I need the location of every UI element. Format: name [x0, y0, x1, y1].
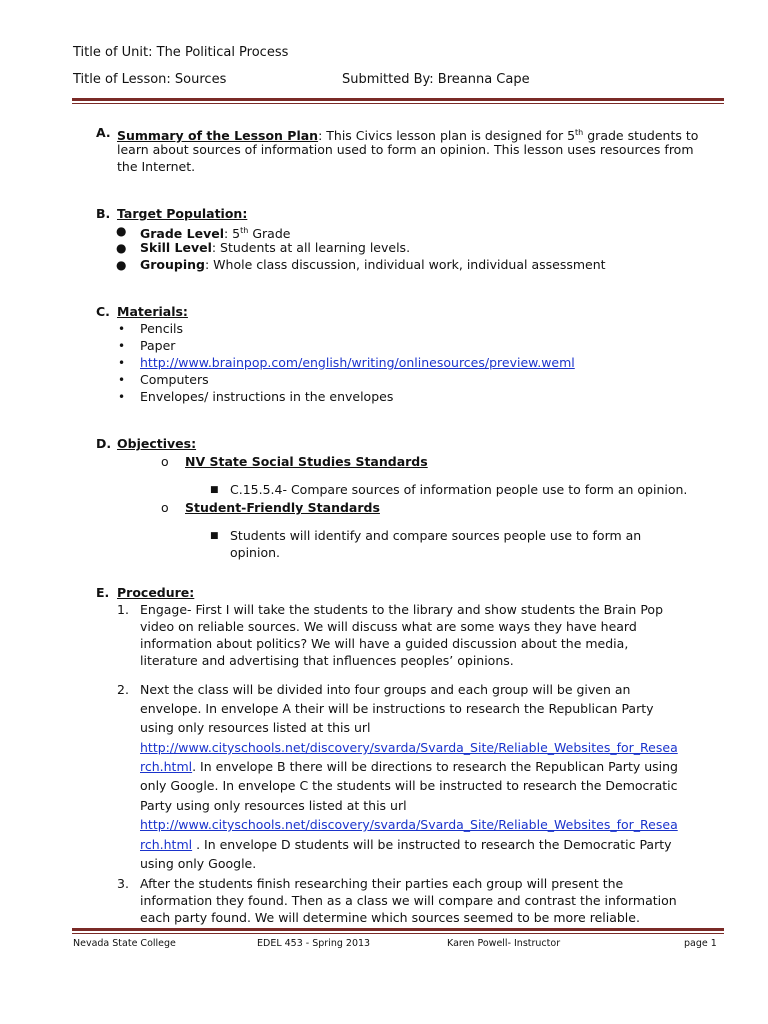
grouping-label: Grouping [140, 257, 205, 272]
cityschools-link-1-part1[interactable]: http://www.cityschools.net/discovery/svarda/Svarda_Site/Reliable_Websites_for_Resea [140, 740, 678, 755]
cityschools-link-2-part2[interactable]: rch.html [140, 837, 193, 852]
step-2-line: using only resources listed at this url [140, 720, 371, 735]
step-1-number: 1. [117, 602, 129, 617]
section-e-heading: Procedure: [117, 585, 195, 600]
step-2-line: envelope. In envelope A their will be instructions to research the Republican Party [140, 701, 654, 716]
section-a-text2: grade students to [583, 128, 699, 144]
footer-course: EDEL 453 - Spring 2013 [257, 938, 371, 949]
step-3-line: After the students finish researching their parties each group will present the [140, 876, 624, 891]
step-3-line: each party found. We will determine which sources seemed to be more reliable. [140, 910, 640, 925]
circle-bullet-icon: o [161, 500, 169, 515]
list-item [116, 239, 411, 257]
cityschools-link-2-part1[interactable]: http://www.cityschools.net/discovery/svarda/Svarda_Site/Reliable_Websites_for_Resea [140, 817, 678, 832]
material-pencils: Pencils [140, 321, 184, 336]
list-item [116, 256, 606, 274]
section-d-heading: Objectives: [117, 436, 197, 451]
section-a-sup: th [575, 128, 584, 137]
section-a-line3: the Internet. [117, 159, 196, 174]
step-2-envelope-b: . In envelope B there will be directions to research the Republican Party using [192, 759, 678, 774]
bullet-icon: • [118, 390, 126, 404]
submitted-by: Submitted By: Breanna Cape [342, 72, 530, 87]
section-b-letter: B. [96, 206, 111, 221]
student-friendly-heading: Student-Friendly Standards [185, 500, 380, 515]
footer-rule-thick [72, 928, 724, 931]
grouping-text: : Whole class discussion, individual work, individual assessment [205, 257, 606, 272]
step-2-line [140, 836, 672, 853]
step-3-number: 3. [117, 876, 129, 891]
step-2-line: Next the class will be divided into four groups and each group will be given an [140, 682, 631, 697]
circle-bullet-icon: o [161, 454, 169, 469]
list-item [118, 354, 575, 372]
bullet-icon: • [118, 373, 126, 387]
bullet-icon: ● [116, 224, 127, 238]
skill-level-text: : Students at all learning levels. [211, 240, 411, 255]
nv-standard-item: C.15.5.4- Compare sources of information people use to form an opinion. [230, 482, 688, 497]
list-item [118, 371, 209, 389]
brainpop-link[interactable]: http://www.brainpop.com/english/writing/onlinesources/preview.weml [140, 355, 575, 370]
section-a-letter: A. [96, 125, 111, 140]
bullet-icon: ● [116, 258, 127, 272]
step-2-line: only Google. In envelope C the students will be instructed to research the Democratic [140, 778, 678, 793]
grade-level-text2: Grade [248, 226, 291, 242]
list-item [118, 388, 394, 406]
header-rule-thin [72, 103, 724, 104]
section-a-line2: learn about sources of information used to form an opinion. This lesson uses resources from [117, 142, 694, 157]
grade-level-label: Grade Level [140, 226, 224, 242]
material-paper: Paper [140, 338, 176, 353]
step-1-line: information about politics? We will have a guided discussion about the media, [140, 636, 629, 651]
footer-page-number: page 1 [684, 938, 717, 949]
section-a-text1: : This Civics lesson plan is designed for 5 [318, 128, 576, 144]
square-bullet-icon: ■ [210, 531, 219, 541]
section-a-heading: Summary of the Lesson Plan [117, 128, 319, 144]
section-b-heading: Target Population: [117, 206, 248, 221]
unit-title: Title of Unit: The Political Process [73, 45, 289, 60]
cityschools-link-1-part2[interactable]: rch.html [140, 759, 193, 774]
material-computers: Computers [140, 372, 209, 387]
step-1-line: literature and advertising that influences peoples’ opinions. [140, 653, 514, 668]
footer-college: Nevada State College [73, 938, 176, 949]
bullet-icon: • [118, 339, 126, 353]
square-bullet-icon: ■ [210, 485, 219, 495]
list-item [118, 337, 176, 355]
footer-rule-thin [72, 933, 724, 934]
material-envelopes: Envelopes/ instructions in the envelopes [140, 389, 394, 404]
section-c-letter: C. [96, 304, 110, 319]
list-item [118, 320, 184, 338]
step-2-line [140, 758, 678, 775]
skill-level-label: Skill Level [140, 240, 212, 255]
step-2-envelope-d: . In envelope D students will be instructed to research the Democratic Party [192, 837, 672, 852]
bullet-icon: • [118, 322, 126, 336]
step-1-line: Engage- First I will take the students to the library and show students the Brain Pop [140, 602, 663, 617]
lesson-title: Title of Lesson: Sources [73, 72, 227, 87]
section-d-letter: D. [96, 436, 112, 451]
footer-instructor: Karen Powell- Instructor [447, 938, 561, 949]
step-2-number: 2. [117, 682, 129, 697]
list-item [116, 222, 291, 242]
section-c-heading: Materials: [117, 304, 188, 319]
step-2-line: using only Google. [140, 856, 257, 871]
section-e-letter: E. [96, 585, 110, 600]
step-3-line: information they found. Then as a class we will compare and contrast the information [140, 893, 677, 908]
nv-standards-heading: NV State Social Studies Standards [185, 454, 428, 469]
step-2-line: Party using only resources listed at this url [140, 798, 407, 813]
student-standard-line2: opinion. [230, 545, 280, 560]
student-standard-line1: Students will identify and compare sources people use to form an [230, 528, 642, 543]
bullet-icon: ● [116, 241, 127, 255]
grade-level-text: : 5 [224, 226, 241, 242]
bullet-icon: • [118, 356, 126, 370]
step-1-line: video on reliable sources. We will discuss what are some ways they have heard [140, 619, 637, 634]
header-rule-thick [72, 98, 724, 101]
grade-level-sup: th [240, 226, 249, 235]
